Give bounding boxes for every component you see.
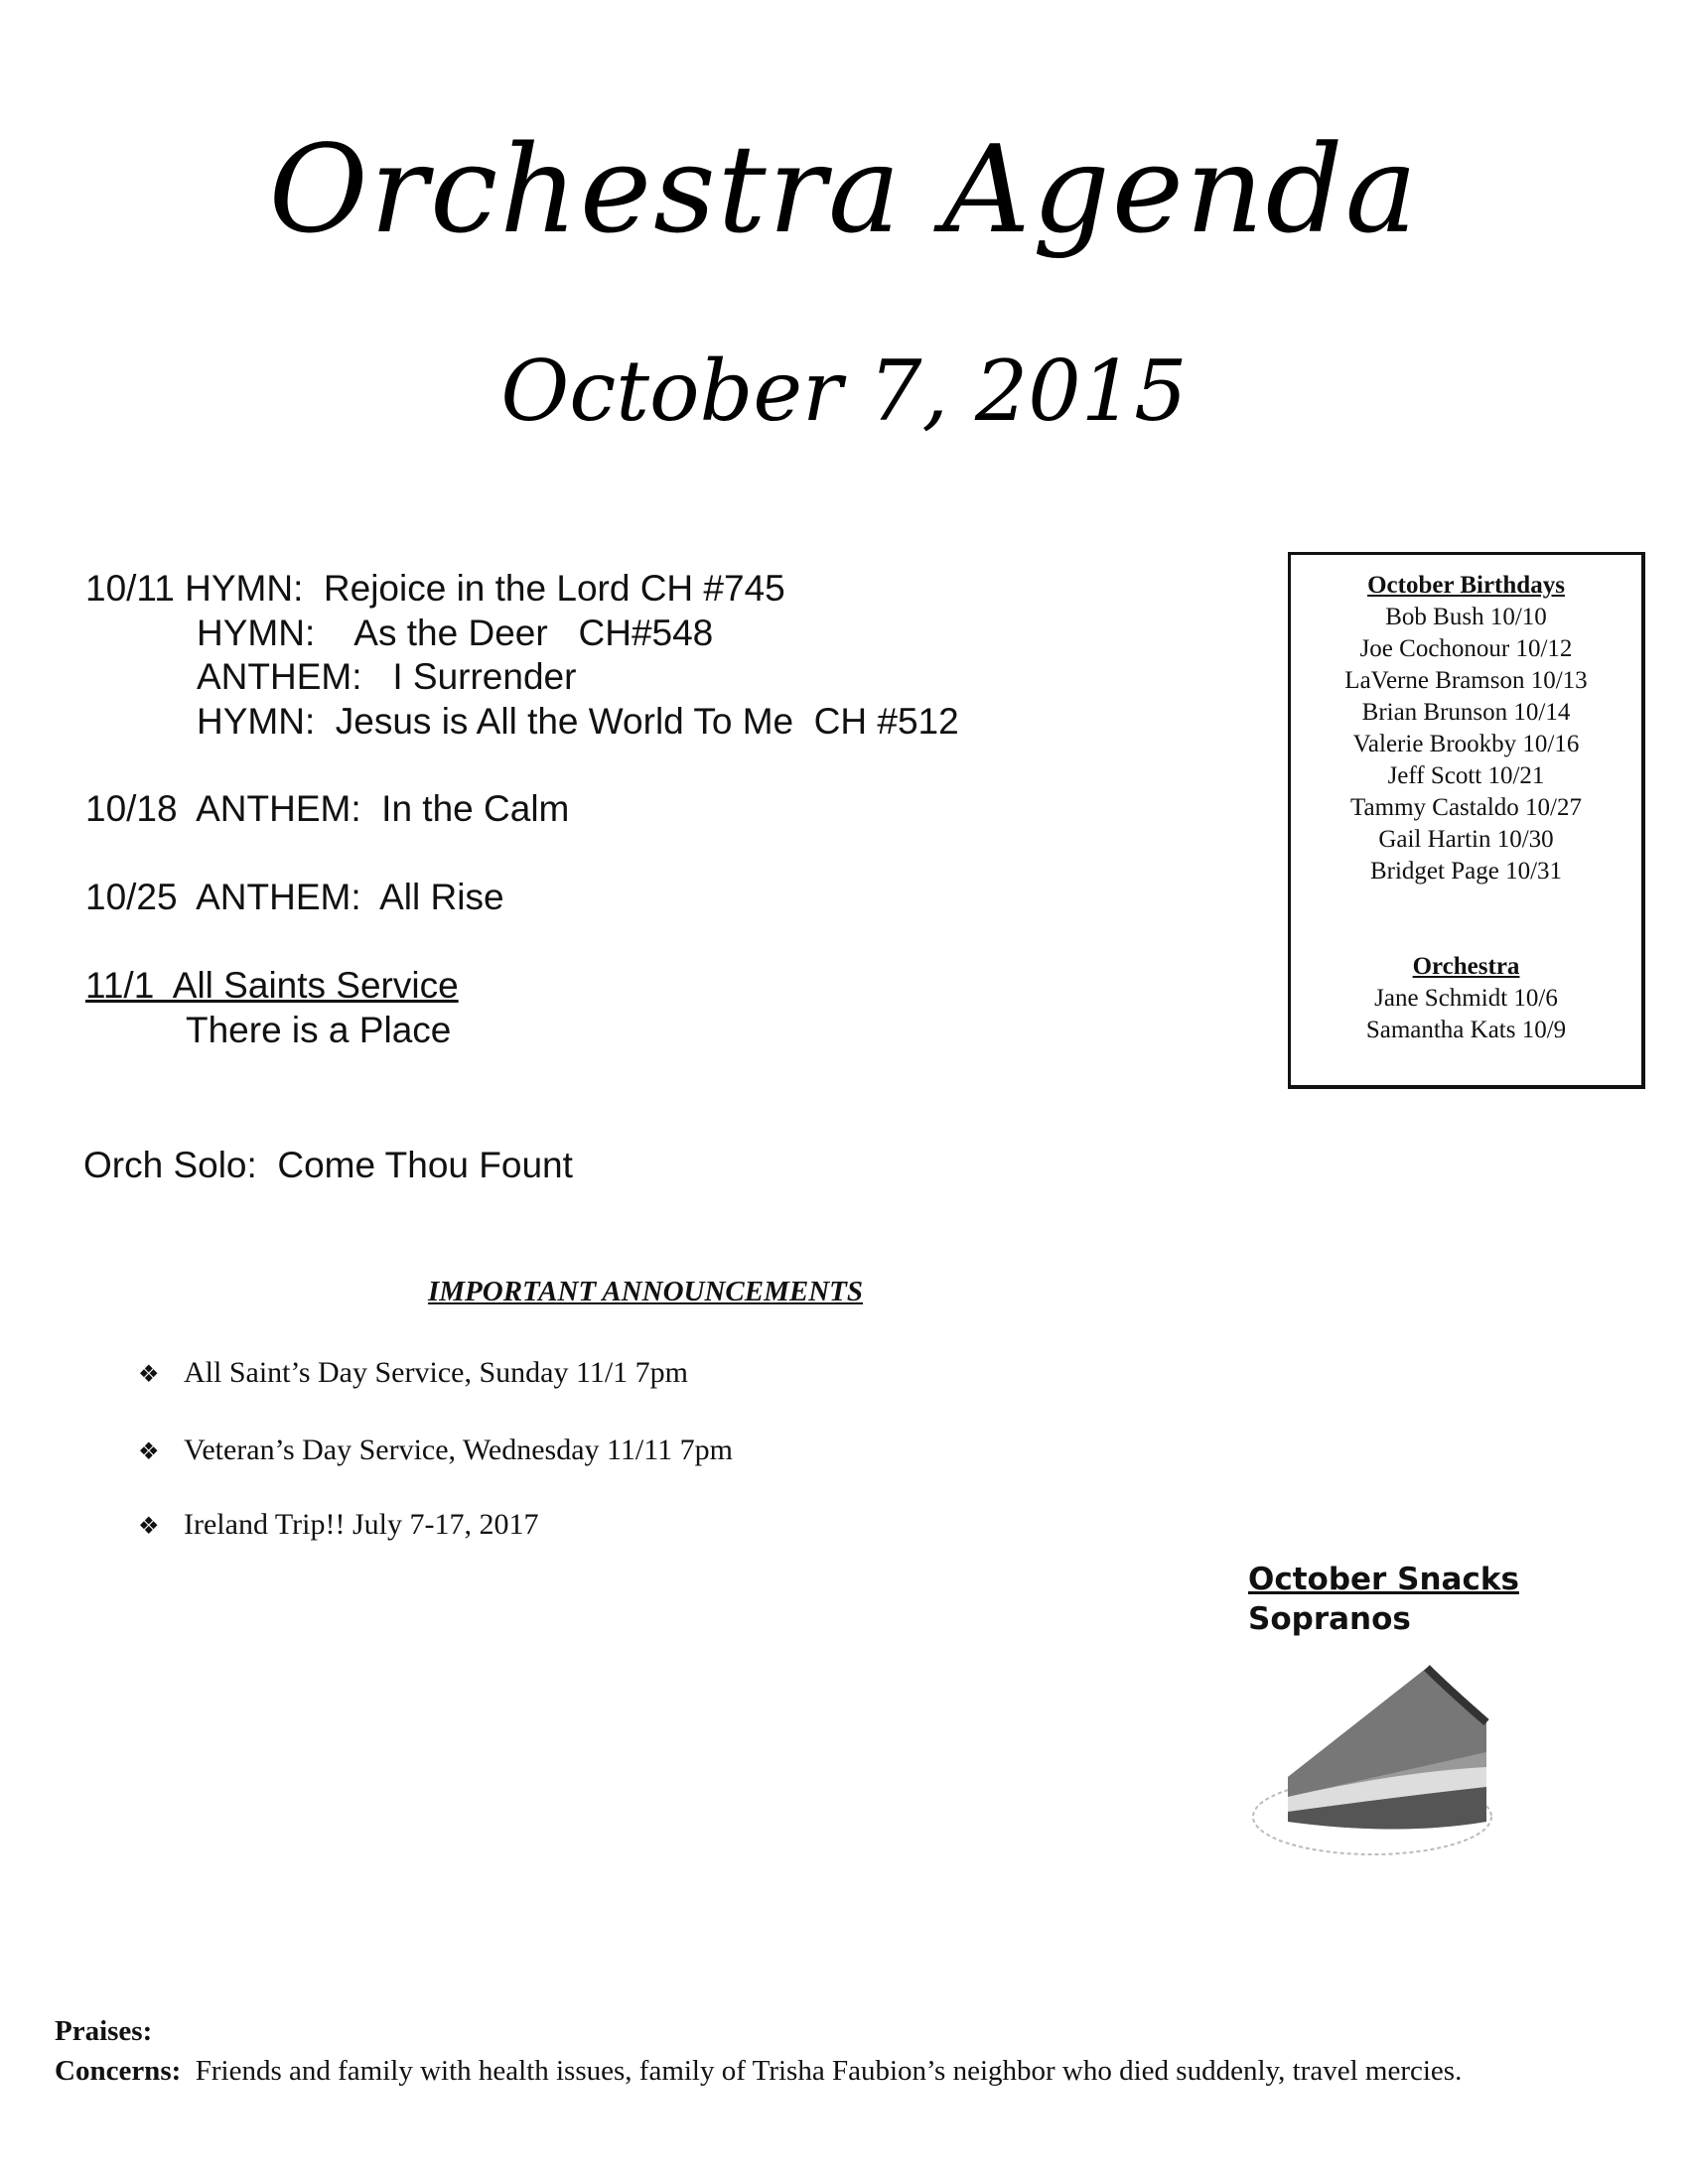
bullet-icon: ❖ [138,1514,160,1540]
birthday-item: Tammy Castaldo 10/27 [1350,794,1582,821]
agenda-item: 10/18 ANTHEM: In the Calm [85,788,570,829]
orchestra-heading: Orchestra [1412,953,1520,980]
announcement-text: Veteran’s Day Service, Wednesday 11/11 7pm [184,1433,733,1466]
concerns-label: Concerns: [55,2055,182,2087]
pie-icon [1248,1648,1496,1861]
announcement-item [138,1508,538,1542]
birthday-item: Jeff Scott 10/21 [1387,762,1545,789]
agenda-item: 11/1 All Saints Service [85,965,459,1006]
announcement-text: Ireland Trip!! July 7-17, 2017 [184,1508,539,1541]
orchestra-birthday-item: Jane Schmidt 10/6 [1374,985,1558,1012]
agenda-item: ANTHEM: I Surrender [197,656,577,697]
agenda-item: HYMN: Jesus is All the World To Me CH #512 [197,701,959,742]
bullet-icon: ❖ [138,1362,160,1388]
birthday-item: Brian Brunson 10/14 [1361,699,1571,726]
birthday-item: Valerie Brookby 10/16 [1352,731,1580,757]
concerns-text: Friends and family with health issues, family of Trisha Faubion’s neighbor who died suddenly, travel mercies. [195,2055,1463,2087]
birthday-item: LaVerne Bramson 10/13 [1344,667,1588,694]
agenda-item: 10/25 ANTHEM: All Rise [85,877,504,917]
bullet-icon: ❖ [138,1439,160,1465]
agenda-item: HYMN: As the Deer CH#548 [197,613,714,653]
agenda-date: October 7, 2015 [500,342,1188,440]
birthday-item: Bridget Page 10/31 [1369,858,1563,885]
agenda-item: Orch Solo: Come Thou Fount [83,1145,573,1185]
agenda-item: There is a Place [186,1010,452,1050]
birthday-item: Gail Hartin 10/30 [1378,826,1554,853]
agenda-item: 10/11 HYMN: Rejoice in the Lord CH #745 [85,568,785,609]
birthday-item: Bob Bush 10/10 [1385,604,1547,630]
orchestra-birthday-item: Samantha Kats 10/9 [1365,1017,1567,1043]
announcement-item [138,1433,733,1467]
announcement-item [138,1356,688,1390]
page-title: Orchestra Agenda [268,119,1420,260]
birthday-item: Joe Cochonour 10/12 [1359,635,1573,662]
birthdays-heading: October Birthdays [1367,572,1565,599]
announcement-text: All Saint’s Day Service, Sunday 11/1 7pm [184,1356,689,1389]
announcements-heading: IMPORTANT ANNOUNCEMENTS [427,1276,864,1307]
snacks-group: Sopranos [1248,1601,1411,1637]
praises-label: Praises: [55,2015,153,2047]
birthdays-box [1288,552,1645,1089]
snacks-heading: October Snacks [1248,1562,1519,1597]
concerns [55,2053,1643,2089]
